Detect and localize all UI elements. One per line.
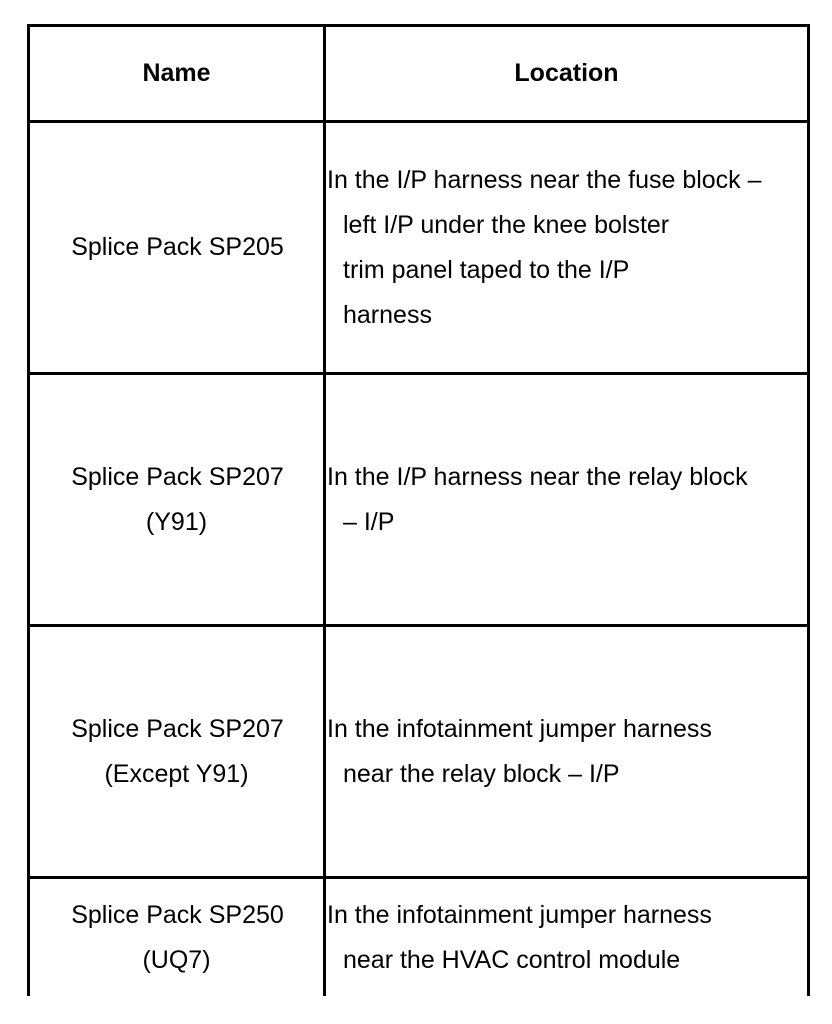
header-name: Name: [29, 26, 325, 122]
splice-pack-table: [27, 24, 810, 996]
location-cell: [325, 374, 809, 626]
location-cell: [325, 122, 809, 374]
table-row: [29, 122, 809, 374]
location-line: trim panel taped to the I/P: [343, 255, 630, 284]
name-line: (Y91): [145, 507, 208, 536]
name-line: (Except Y91): [104, 759, 249, 788]
location-line: near the HVAC control module: [343, 945, 681, 974]
name-line: Splice Pack SP205: [71, 233, 284, 261]
table-header-row: [29, 26, 809, 122]
location-line: – I/P: [343, 507, 395, 536]
location-line: In the infotainment jumper harness: [327, 900, 712, 929]
location-cell: [325, 878, 809, 997]
name-cell: [29, 626, 325, 878]
location-line: near the relay block – I/P: [343, 759, 620, 788]
name-cell: [29, 122, 325, 374]
name-line: (UQ7): [142, 945, 211, 974]
location-line: In the I/P harness near the fuse block –: [327, 165, 762, 194]
name-line: Splice Pack SP207: [71, 714, 284, 743]
splice-pack-table-container: [27, 24, 807, 1000]
name-line: Splice Pack SP250: [71, 900, 284, 929]
location-line: left I/P under the knee bolster: [343, 210, 670, 239]
location-line: harness: [343, 300, 432, 329]
location-cell: [325, 626, 809, 878]
header-location: Location: [325, 26, 809, 122]
location-line: In the infotainment jumper harness: [327, 714, 712, 743]
table-row: [29, 626, 809, 878]
table-row: [29, 878, 809, 997]
location-line: In the I/P harness near the relay block: [327, 462, 748, 491]
name-cell: [29, 878, 325, 997]
name-cell: [29, 374, 325, 626]
name-line: Splice Pack SP207: [71, 462, 284, 491]
table-row: [29, 374, 809, 626]
